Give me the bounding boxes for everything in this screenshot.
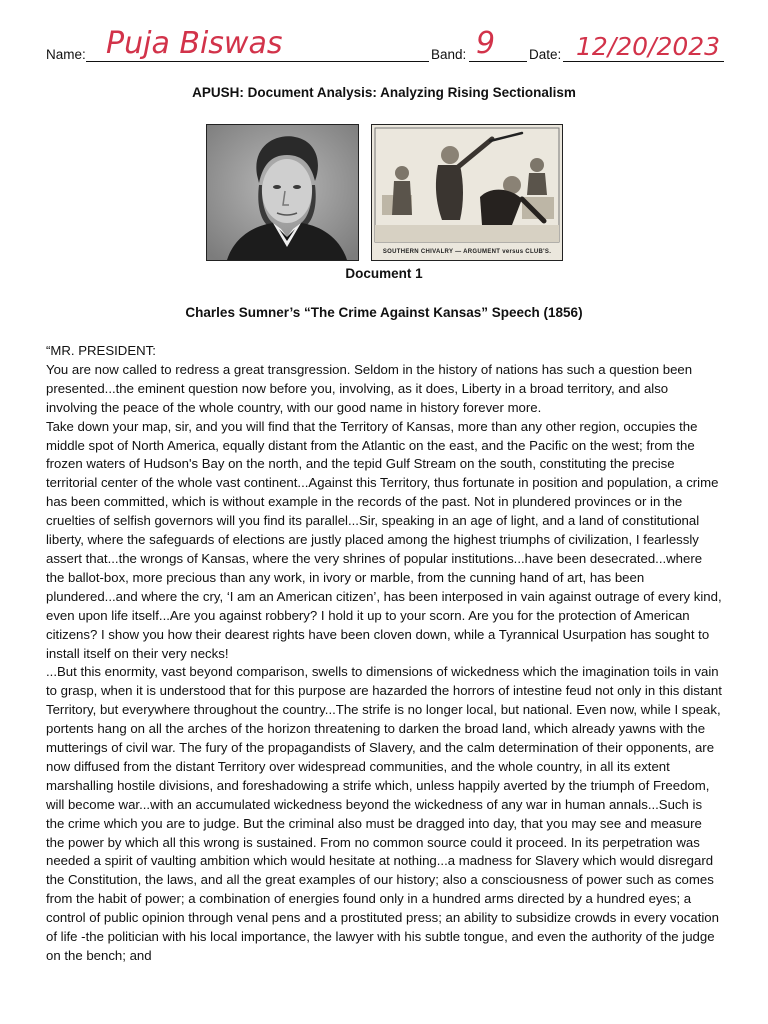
speech-text [46,342,722,966]
date-label: Date: [529,47,562,62]
speech-paragraph: ...But this enormity, vast beyond comparison, swells to dimensions of wickedness which the imagination toils in vain to grasp, when it is understood that for this purpose are hazarded the horrors of intestine feud not only in this distant Territory, but everywhere throughout the country...The strife is no longer local, but national. Even now, while I speak, portents hang on all the arches of the horizon threatening to darken the broad land, which already yawns with the mutterings of civil war. The fury of the propagandists of Slavery, and the calm determination of their opponents, are now diffused from the distant Territory over widespread communities, and the whole country, in all its extent marshalling hostile divisions, and foreshadowing a strife which, unless happily averted by the triumph of Freedom, will become war...with an accumulated wickedness beyond the wickedness of any war in human annals...Such is the crime which you are to judge. But the criminal also must be dragged into day, that you may see and measure the power by which all this wrong is sustained. From no common source could it proceed. In its perpetration was needed a spirit of vaulting ambition which would hesitate at nothing...a madness for Slavery which would disregard the Constitution, the laws, and all the great examples of our history; also a consciousness of power such as comes from the habit of power; a combination of energies found only in a hundred arms directed by a hundred eyes; a control of public opinion through venal pens and a prostituted press; an ability to subsidize crowds in every vocation of life -the politician with his local importance, the lawyer with his subtle tongue, and even the authority of the judge on the bench; and [46,664,722,963]
portrait-icon [207,125,358,260]
speech-paragraph: Take down your map, sir, and you will find that the Territory of Kansas, more than any other region, occupies the middle spot of North America, equally distant from the Atlantic on the east, and the Pacific on the west; from the frozen waters of Hudson's Bay on the north, and the tepid Gulf Stream on the south, constituting the precise territorial center of the whole vast continent...Against this Territory, thus fortunate in position and population, a crime has been committed, which is without example in the records of the past. Not in plundered provinces or in the cruelties of selfish governors will you find its parallel...Sir, speaking in an age of light, and a land of constitutional liberty, where the safeguards of elections are justly placed among the highest triumphs of civilization, I fearlessly assert that...the wrongs of Kansas, where the very shrines of popular institutions...have been desecrated...where the ballot-box, more precious than any work, in ivory or marble, from the cunning hand of art, has been plundered...and where the cry, ‘I am an American citizen’, has been interposed in vain against outrage of every kind, even upon life itself...Are you against robbery? I hold it up to your scorn. Are you for the protection of American citizens? I show you how their dearest rights have been cloven down, while a Tyrannical Usurpation has sought to install itself on their very necks! [46,418,722,661]
speech-paragraph: You are now called to redress a great transgression. Seldom in the history of nations has such a question been presented...the eminent question now before you, involving, as it does, Liberty in a broad territory, and also involving the peace of the whole country, with our good name in history forever more. [46,361,693,415]
sumner-portrait-image [206,124,359,261]
band-label: Band: [431,47,467,62]
name-handwritten-value: Puja Biswas [106,26,283,61]
worksheet-title: APUSH: Document Analysis: Analyzing Rising Sectionalism [192,85,576,100]
document-title: Charles Sumner’s “The Crime Against Kansas” Speech (1856) [185,305,583,320]
cartoon-caption: SOUTHERN CHIVALRY — ARGUMENT versus CLUB'S. [382,249,552,255]
date-handwritten-value: 12/20/2023 [576,32,721,61]
document-label: Document 1 [345,266,423,281]
student-info-header [46,26,724,66]
speech-paragraph: “MR. PRESIDENT: [46,343,156,358]
caning-cartoon-icon [372,125,562,260]
southern-chivalry-cartoon-image [371,124,563,261]
name-label: Name: [46,47,86,62]
band-handwritten-value: 9 [476,26,496,61]
